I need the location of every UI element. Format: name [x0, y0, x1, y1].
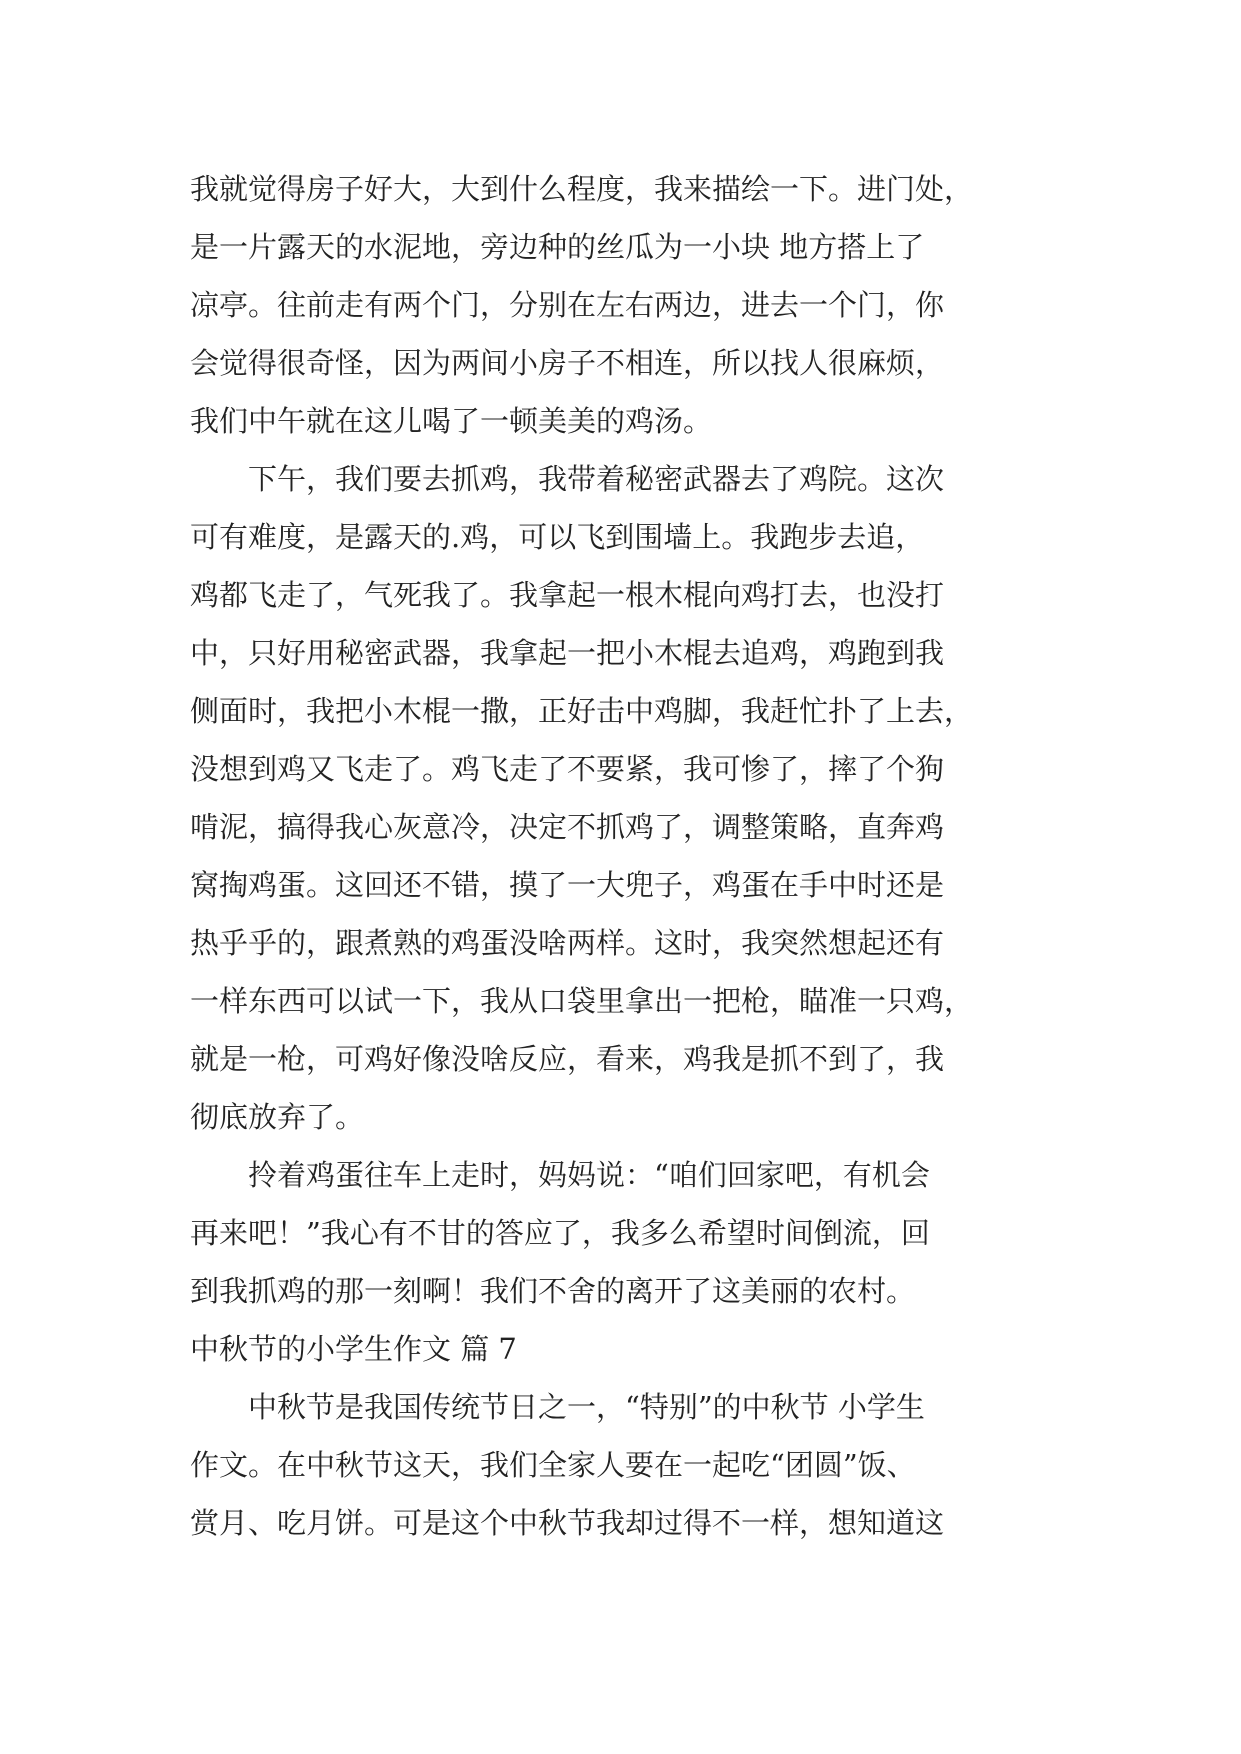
text-line: 鸡都飞走了，气死我了。我拿起一根木棍向鸡打去，也没打: [190, 578, 945, 612]
text-line: 就是一枪，可鸡好像没啥反应，看来，鸡我是抓不到了，我: [190, 1042, 945, 1076]
text-line: 窝掏鸡蛋。这回还不错，摸了一大兜子，鸡蛋在手中时还是: [190, 868, 945, 902]
text-line: 可有难度，是露天的.鸡，可以飞到围墙上。我跑步去追，: [190, 520, 925, 554]
text-line: 拎着鸡蛋往车上走时，妈妈说：“咱们回家吧，有机会: [190, 1158, 930, 1192]
text-line: 再来吧！”我心有不甘的答应了，我多么希望时间倒流，回: [190, 1216, 930, 1250]
text-line: 我们中午就在这儿喝了一顿美美的鸡汤。: [190, 404, 713, 438]
text-line: 到我抓鸡的那一刻啊！我们不舍的离开了这美丽的农村。: [190, 1274, 916, 1308]
text-line: 作文。在中秋节这天，我们全家人要在一起吃“团圆”饭、: [190, 1448, 916, 1482]
text-line: 赏月、吃月饼。可是这个中秋节我却过得不一样，想知道这: [190, 1506, 945, 1540]
text-line: 没想到鸡又飞走了。鸡飞走了不要紧，我可惨了，摔了个狗: [190, 752, 945, 786]
text-line: 啃泥，搞得我心灰意冷，决定不抓鸡了，调整策略，直奔鸡: [190, 810, 945, 844]
essay-text: [190, 160, 1070, 1552]
text-line: 一样东西可以试一下，我从口袋里拿出一把枪，瞄准一只鸡，: [190, 984, 974, 1018]
text-line: 中，只好用秘密武器，我拿起一把小木棍去追鸡，鸡跑到我: [190, 636, 945, 670]
text-line: 侧面时，我把小木棍一撒，正好击中鸡脚，我赶忙扑了上去，: [190, 694, 974, 728]
text-line: 热乎乎的，跟煮熟的鸡蛋没啥两样。这时，我突然想起还有: [190, 926, 945, 960]
text-line: 凉亭。往前走有两个门，分别在左右两边，进去一个门，你: [190, 288, 945, 322]
text-line: 是一片露天的水泥地，旁边种的丝瓜为一小块 地方搭上了: [190, 230, 925, 264]
section-heading: 中秋节的小学生作文 篇 7: [190, 1332, 517, 1366]
text-line: 我就觉得房子好大，大到什么程度，我来描绘一下。进门处，: [190, 172, 974, 206]
text-line: 会觉得很奇怪，因为两间小房子不相连，所以找人很麻烦，: [190, 346, 945, 380]
text-line: 中秋节是我国传统节日之一，“特别”的中秋节 小学生: [190, 1390, 925, 1424]
text-line: 下午，我们要去抓鸡，我带着秘密武器去了鸡院。这次: [190, 462, 945, 496]
text-line: 彻底放弃了。: [190, 1100, 365, 1134]
